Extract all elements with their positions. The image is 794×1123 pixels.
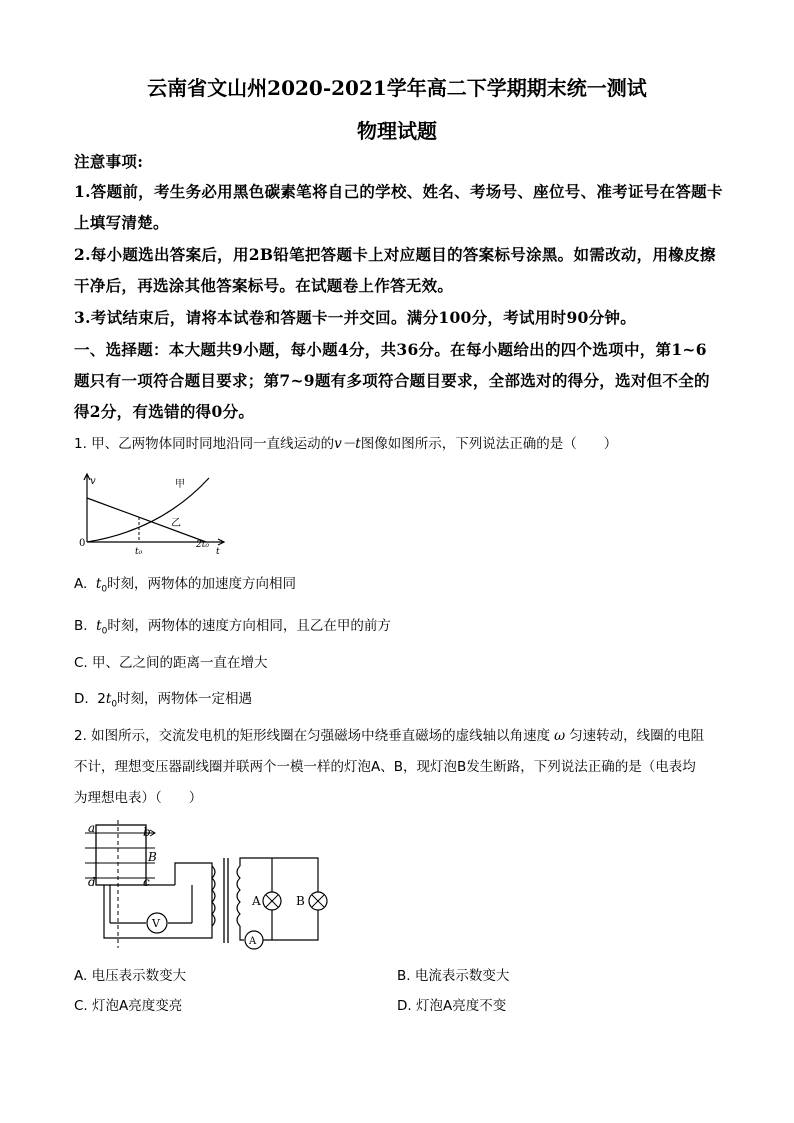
q1-option-d [74, 687, 252, 710]
t-label: t [216, 547, 220, 555]
page-title: 云南省文山州2020-2021学年高二下学期期末统一测试 [147, 76, 647, 100]
page-subtitle: 物理试题 [357, 119, 437, 143]
q2-stem-post: 匀速转动，线圈的电阻 [569, 728, 705, 744]
q2-stem-line-3: 为理想电表）（ ） [74, 790, 203, 806]
notice-item-2-line-1: 2.每小题选出答案后，用2B铅笔把答题卡上对应题目的答案标号涂黑。如需改动，用橡皮擦 [74, 245, 716, 264]
secondary-coil [237, 866, 240, 926]
notice-item-1-line-2: 上填写清楚。 [74, 213, 169, 232]
q1-option-b-letter: B. [74, 618, 88, 634]
q1-stem-pre: 1. 甲、乙两物体同时同地沿同一直线运动的 [74, 436, 335, 452]
q1-option-d-var: t [105, 691, 112, 707]
q1-option-a-var: t [95, 576, 102, 592]
section-1-line-2: 题只有一项符合题目要求；第7~9题有多项符合题目要求，全部选对的得分，选对但不全的 [74, 371, 710, 390]
q1-stem-var: v－t [334, 436, 361, 452]
q1-option-c: C. 甲、乙之间的距离一直在增大 [74, 655, 268, 671]
jia-label: 甲 [175, 479, 185, 490]
q1-option-d-sub: 0 [111, 699, 118, 710]
q1-stem [74, 432, 617, 452]
q1-option-d-num: 2 [97, 691, 106, 707]
section-1-line-1: 一、选择题：本大题共9小题，每小题4分，共36分。在每小题给出的四个选项中，第1~6 [74, 340, 707, 359]
yi-line [87, 498, 206, 542]
q1-option-b [74, 614, 391, 637]
q2-option-c: C. 灯泡A亮度变亮 [74, 998, 183, 1014]
q2-stem-line-1 [74, 724, 704, 744]
section-1-line-3: 得2分，有选错的得0分。 [74, 402, 255, 421]
q1-option-d-text: 时刻，两物体一定相遇 [117, 691, 253, 707]
coil-label-b: b [143, 825, 151, 839]
lamp-a-label: A [252, 894, 261, 908]
q1-stem-post: 图像如图所示，下列说法正确的是（ ） [360, 436, 618, 452]
t0-label: t₀ [135, 547, 143, 555]
q2-stem-pre: 2. 如图所示，交流发电机的矩形线圈在匀强磁场中绕垂直磁场的虚线轴以角速度 [74, 728, 551, 744]
q1-option-b-text: 时刻，两物体的速度方向相同，且乙在甲的前方 [107, 618, 391, 634]
q1-option-a-letter: A. [74, 576, 88, 592]
notice-item-2-line-2: 干净后，再选涂其他答案标号。在试题卷上作答无效。 [74, 276, 454, 295]
coil-label-c: c [143, 875, 150, 889]
jia-curve [87, 478, 209, 542]
yi-label: 乙 [171, 518, 181, 529]
origin-label: 0 [79, 538, 86, 549]
coil [96, 825, 146, 885]
q2-option-b: B. 电流表示数变大 [397, 968, 510, 984]
q1-option-a-text: 时刻，两物体的加速度方向相同 [107, 576, 297, 592]
q2-stem-line-2: 不计，理想变压器副线圈并联两个一模一样的灯泡A、B，现灯泡B发生断路，下列说法正确的是（电表均 [74, 759, 696, 775]
v-label: v [90, 476, 96, 487]
coil-label-d: d [88, 875, 96, 889]
notice-item-1-line-1: 1.答题前，考生务必用黑色碳素笔将自己的学校、姓名、考场号、座位号、准考证号在答题卡 [74, 182, 723, 201]
ammeter-label: A [249, 936, 257, 947]
voltmeter-label: V [152, 917, 160, 930]
coil-label-a: a [88, 821, 96, 835]
q2-option-d: D. 灯泡A亮度不变 [397, 998, 507, 1014]
q2-omega: ω [554, 728, 566, 744]
q1-option-a [74, 572, 296, 595]
q1-option-d-letter: D. [74, 691, 89, 707]
q1-option-b-sub: 0 [101, 626, 108, 637]
q2-circuit-diagram [80, 818, 340, 958]
field-label-b: B [148, 850, 157, 864]
q1-vt-graph [76, 470, 226, 555]
lamp-b-label: B [296, 894, 305, 908]
two-t0-label: 2t₀ [196, 540, 209, 550]
q2-option-a: A. 电压表示数变大 [74, 968, 187, 984]
notice-item-3: 3.考试结束后，请将本试卷和答题卡一并交回。满分100分，考试用时90分钟。 [74, 308, 637, 327]
q1-option-a-sub: 0 [101, 584, 108, 595]
q1-option-b-var: t [96, 618, 102, 634]
notice-heading: 注意事项: [74, 152, 144, 171]
